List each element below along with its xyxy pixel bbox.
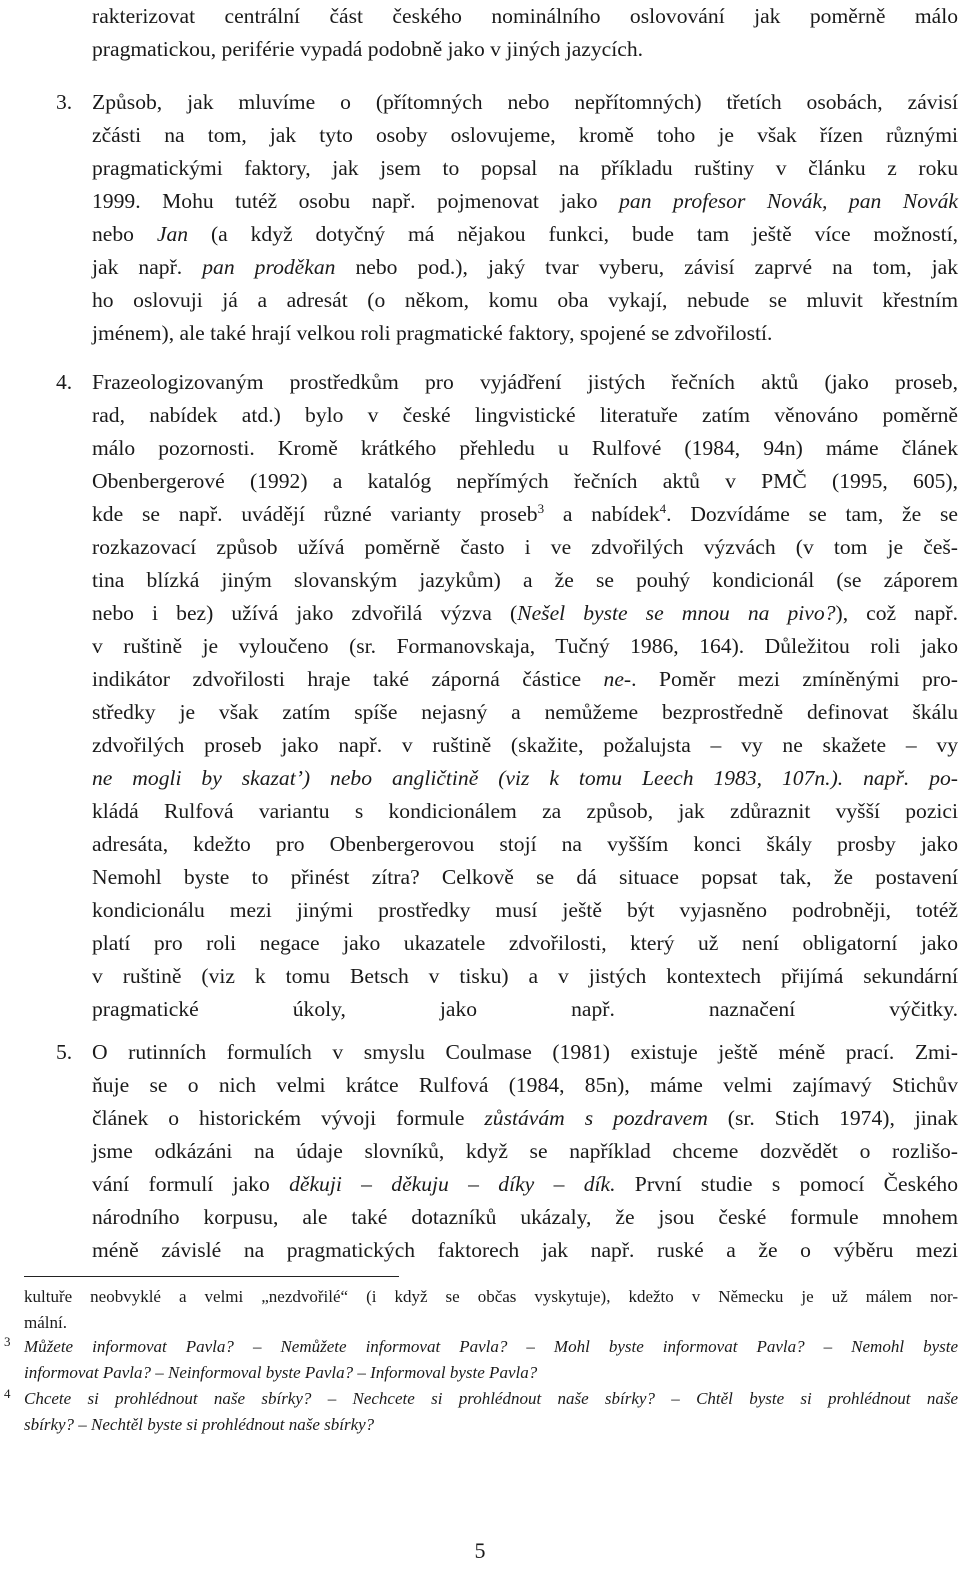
text-line: pragmatickými faktory, jak jsem to popsal na příkladu ruštiny v článku z roku — [92, 156, 958, 180]
text-line: vání formulí jako děkuji – děkuju – díky – dík. První studie s pomocí Českého — [92, 1172, 958, 1196]
text-line: kde se např. uvádějí různé varianty proseb$^3$ a nabídek$^4$. Dozvídáme se tam, že se — [92, 501, 958, 526]
list-item-4 — [92, 366, 958, 1059]
text-line: méně závislé na pragmatických faktorech jak např. ruské a že o výběru mezi — [92, 1238, 958, 1262]
list-number: 5. — [56, 1040, 73, 1064]
text-line: Způsob, jak mluvíme o (přítomných nebo nepřítomných) třetích osobách, závisí — [92, 90, 958, 114]
text-line: pragmatické úkoly, jako např. naznačení výčitky. — [92, 997, 958, 1021]
text-line: adresáta, kdežto pro Obenbergerovou stojí na vyšším konci škály prosby jako — [92, 832, 958, 856]
footnote-line: sbírky? – Nechtěl byste si prohlédnout naše sbírky? — [24, 1414, 375, 1434]
text-line: Obenbergerové (1992) a katalóg nepřímých řečních aktů v PMČ (1995, 605), — [92, 469, 958, 493]
footnote-3 — [24, 1334, 958, 1385]
footnote-marker: 4 — [4, 1386, 11, 1401]
footnote-continued — [24, 1284, 958, 1335]
text-line: zdvořilých proseb jako např. v ruštině (skažite, požalujsta – vy ne skažete – vy — [92, 733, 958, 757]
text-line: 1999. Mohu tutéž osobu např. pojmenovat jako pan profesor Novák, pan Novák — [92, 189, 958, 213]
text-line: jak např. pan proděkan nebo pod.), jaký tvar vyberu, závisí zaprvé na tom, jak — [92, 255, 959, 279]
text-line: tina blízká jiným slovanským jazykům) a že se pouhý kondicionál (se záporem — [92, 568, 958, 592]
paragraph-continued — [92, 0, 958, 66]
text-line: jménem), ale také hrají velkou roli pragmatické faktory, spojené se zdvořilostí. — [92, 321, 773, 345]
footnote-line: Můžete informovat Pavla? – Nemůžete informovat Pavla? – Mohl byste informovat Pavla? – Nemohl byste — [24, 1337, 958, 1356]
text-line: ne mogli by skazat’) nebo angličtině (viz k tomu Leech 1983, 107n.). např. po- — [92, 766, 958, 790]
list-item-5 — [92, 1036, 958, 1267]
text-line: rakterizovat centrální část českého nominálního oslovování jak poměrně málo — [92, 4, 958, 28]
text-line: rozkazovací způsob užívá poměrně často i ve zdvořilých výzvách (v tom je češ- — [92, 535, 958, 559]
text-line: středky je však zatím spíše nejasný a nemůžeme bezprostředně definovat škálu — [92, 700, 958, 724]
page-number: 5 — [474, 1538, 486, 1563]
text-line: jsme odkázáni na údaje slovníků, když se například chceme dozvědět o rozlišo- — [92, 1139, 958, 1163]
footnote-separator — [24, 1276, 399, 1277]
text-line: kládá Rulfová variantu s kondicionálem za způsob, jak zdůraznit vyšší pozici — [92, 799, 958, 823]
text-line: Nemohl byste to přinést zítra? Celkově se dá situace popsat tak, že postavení — [92, 865, 958, 889]
text-line: v ruštině (viz k tomu Betsch v tisku) a v jistých kontextech přijímá sekundární — [92, 964, 958, 988]
text-line: Frazeologizovaným prostředkům pro vyjádření jistých řečních aktů (jako proseb, — [92, 370, 958, 394]
footnote-ref: 3 — [537, 501, 545, 516]
text-line: málo pozornosti. Kromě krátkého přehledu u Rulfové (1984, 94n) máme článek — [92, 436, 958, 460]
text-line: platí pro roli negace jako ukazatele zdvořilosti, který už není obligatorní jako — [92, 931, 958, 955]
text-line: ho oslovuji já a adresát (o někom, komu oba vykají, nebude se mluvit křestním — [92, 288, 958, 312]
text-line: nebo Jan (a když dotyčný má nějakou funkci, bude tam ještě více možností, — [92, 222, 958, 246]
list-item-3 — [92, 86, 958, 350]
text-line: pragmatickou, periférie vypadá podobně jako v jiných jazycích. — [92, 37, 644, 61]
text-line: ňuje se o nich velmi krátce Rulfová (1984, 85n), máme velmi zajímavý Stichův — [92, 1073, 958, 1097]
footnote-line: informovat Pavla? – Neinformoval byste Pavla? – Informoval byste Pavla? — [24, 1362, 538, 1382]
text-line: v ruštině je vyloučeno (sr. Formanovskaja, Tučný 1986, 164). Důležitou roli jako — [92, 634, 958, 658]
text-line: O rutinních formulích v smyslu Coulmase (1981) existuje ještě méně prací. Zmi- — [92, 1040, 958, 1064]
text-line: národního korpusu, ale také dotazníků ukázaly, že jsou české formule mnohem — [92, 1205, 958, 1229]
footnote-4 — [24, 1386, 958, 1437]
footnote-line: mální. — [24, 1312, 67, 1332]
footnote-line: Chcete si prohlédnout naše sbírky? – Nechcete si prohlédnout naše sbírky? – Chtěl byste si prohlédnout naše — [24, 1389, 958, 1408]
footnote-line: kultuře neobvyklé a velmi „nezdvořilé“ (i když se občas vyskytuje), kdežto v Německu je už málem nor- — [24, 1287, 958, 1306]
footnote-ref: 4 — [659, 501, 667, 516]
text-line: indikátor zdvořilosti hraje také záporná částice ne-. Poměr mezi zmíněnými pro- — [92, 667, 958, 691]
list-number: 4. — [56, 370, 73, 394]
text-line: zčásti na tom, jak tyto osoby oslovujeme, kromě toho je však řízen různými — [92, 123, 958, 147]
text-line: kondicionálu mezi jinými prostředky musí ještě být vyjasněno podrobněji, totéž — [92, 898, 958, 922]
text-line: nebo i bez) užívá jako zdvořilá výzva (Nešel byste se mnou na pivo?), což např. — [92, 601, 958, 625]
list-number: 3. — [56, 90, 73, 114]
footnote-marker: 3 — [4, 1334, 11, 1349]
text-line: rad, nabídek atd.) bylo v české lingvistické literatuře zatím věnováno poměrně — [92, 403, 958, 427]
text-line: článek o historickém vývoji formule zůstávám s pozdravem (sr. Stich 1974), jinak — [92, 1106, 958, 1130]
